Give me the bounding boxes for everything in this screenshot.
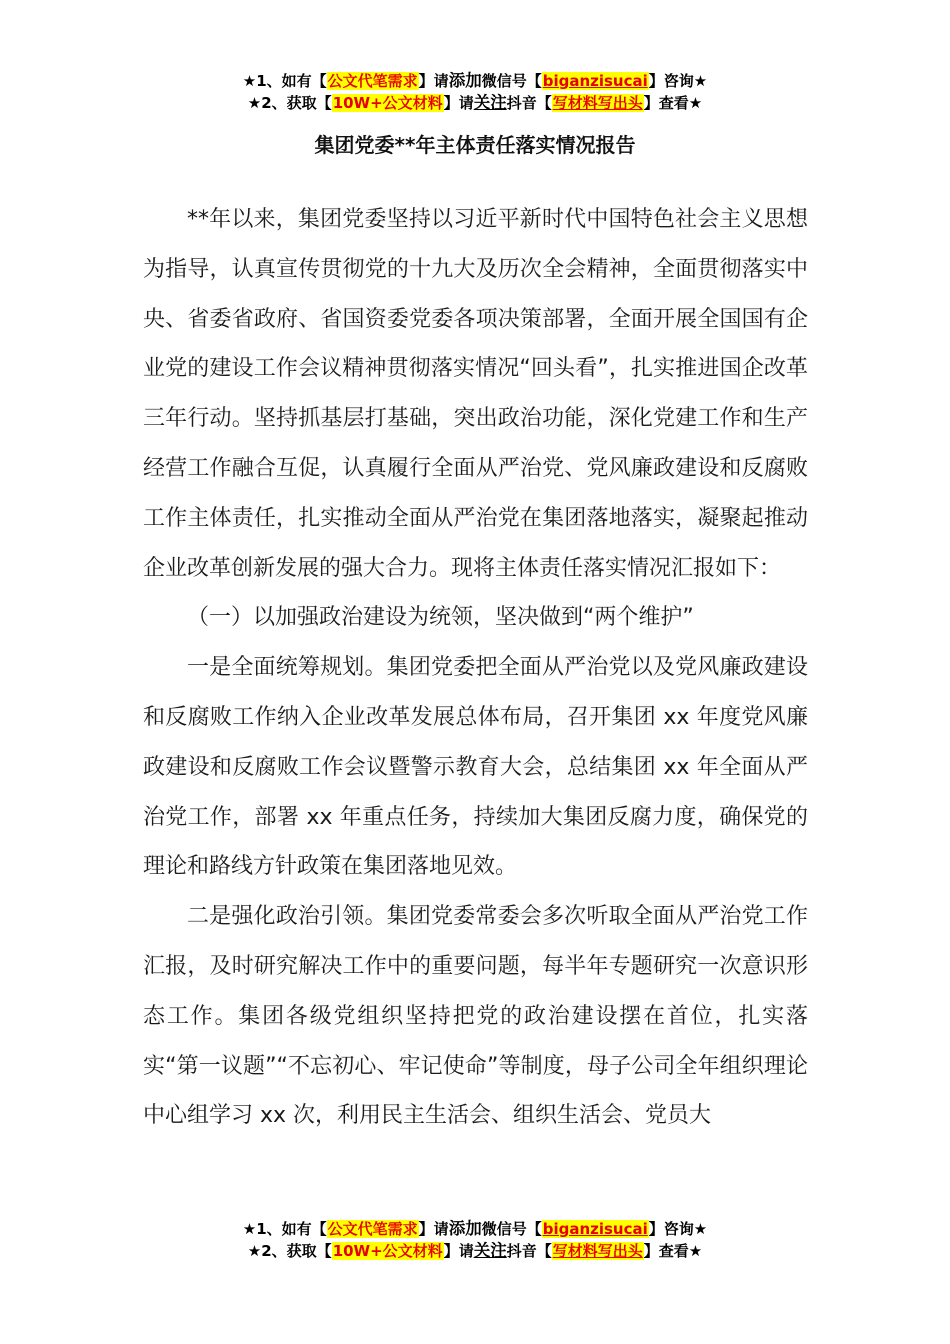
star-icon: ★: [247, 1242, 262, 1260]
document-title: 集团党委**年主体责任落实情况报告: [314, 133, 636, 157]
star-icon: ★: [247, 94, 262, 112]
paragraph-point-1: 一是全面统筹规划。集团党委把全面从严治党以及党风廉政建设和反腐败工作纳入企业改革发展总体布局，召开集团 xx 年度党风廉政建设和反腐败工作会议暨警示教育大会，总结集团 xx 年全面从严治党工作，部署 xx 年重点任务，持续加大集团反腐力度，确保党的理论和路线方针政策在集团落地见效。: [143, 655, 808, 880]
promo-text: 】请: [443, 94, 474, 112]
promo-line-2: [0, 1240, 950, 1262]
promo-emphasis: 关注: [473, 1241, 507, 1260]
wechat-id-highlight: biganzisucai: [542, 72, 648, 90]
promo-text: 】请: [418, 72, 449, 90]
promo-text: 1、如有【: [256, 72, 327, 90]
douyin-id-highlight: 写材料写出头: [552, 1242, 643, 1260]
promo-text: 】请: [443, 1242, 474, 1260]
promo-text: 抖音【: [506, 94, 552, 112]
star-icon: ★: [242, 72, 257, 90]
section-heading: （一）以加强政治建设为统领，坚决做到“两个维护”: [187, 605, 694, 631]
promo-text: 微信号【: [481, 1220, 542, 1238]
promo-line-1: [0, 70, 950, 92]
promo-line-2: [0, 92, 950, 114]
promo-text: 】查看: [643, 1242, 689, 1260]
header-promo-banner: [0, 70, 950, 114]
document-body: [143, 195, 808, 1141]
promo-text: 抖音【: [506, 1242, 552, 1260]
wechat-id-highlight: biganzisucai: [542, 1220, 648, 1238]
promo-emphasis: 添加: [448, 71, 482, 90]
star-icon: ★: [693, 1220, 708, 1238]
paragraph-point-2: 二是强化政治引领。集团党委常委会多次听取全面从严治党工作汇报，及时研究解决工作中的重要问题，每半年专题研究一次意识形态工作。集团各级党组织坚持把党的政治建设摆在首位，扎实落实“第一议题”“不忘初心、牢记使命”等制度，母子公司全年组织理论中心组学习 xx 次，利用民主生活会、组织生活会、党员大: [143, 904, 808, 1129]
star-icon: ★: [693, 72, 708, 90]
promo-emphasis: 添加: [448, 1219, 482, 1238]
promo-text: 】咨询: [648, 1220, 694, 1238]
promo-text: 2、获取【: [261, 94, 332, 112]
paragraph-intro: **年以来，集团党委坚持以习近平新时代中国特色社会主义思想为指导，认真宣传贯彻党的十九大及历次全会精神，全面贯彻落实中央、省委省政府、省国资委党委各项决策部署，全面开展全国国有企业党的建设工作会议精神贯彻落实情况“回头看”，扎实推进国企改革三年行动。坚持抓基层打基础，突出政治功能，深化党建工作和生产经营工作融合互促，认真履行全面从严治党、党风廉政建设和反腐败工作主体责任，扎实推动全面从严治党在集团落地落实，凝聚起推动企业改革创新发展的强大合力。现将主体责任落实情况汇报如下：: [143, 207, 808, 581]
promo-text: 1、如有【: [256, 1220, 327, 1238]
promo-text: 2、获取【: [261, 1242, 332, 1260]
promo-highlight: 公文代笔需求: [327, 72, 418, 90]
promo-text: 】咨询: [648, 72, 694, 90]
star-icon: ★: [688, 1242, 703, 1260]
promo-text: 】查看: [643, 94, 689, 112]
promo-highlight: 10W+公文材料: [332, 1242, 443, 1260]
promo-text: 】请: [418, 1220, 449, 1238]
footer-promo-banner: [0, 1218, 950, 1262]
promo-highlight: 10W+公文材料: [332, 94, 443, 112]
promo-text: 微信号【: [481, 72, 542, 90]
douyin-id-highlight: 写材料写出头: [552, 94, 643, 112]
promo-highlight: 公文代笔需求: [327, 1220, 418, 1238]
promo-emphasis: 关注: [473, 93, 507, 112]
star-icon: ★: [242, 1220, 257, 1238]
promo-line-1: [0, 1218, 950, 1240]
star-icon: ★: [688, 94, 703, 112]
